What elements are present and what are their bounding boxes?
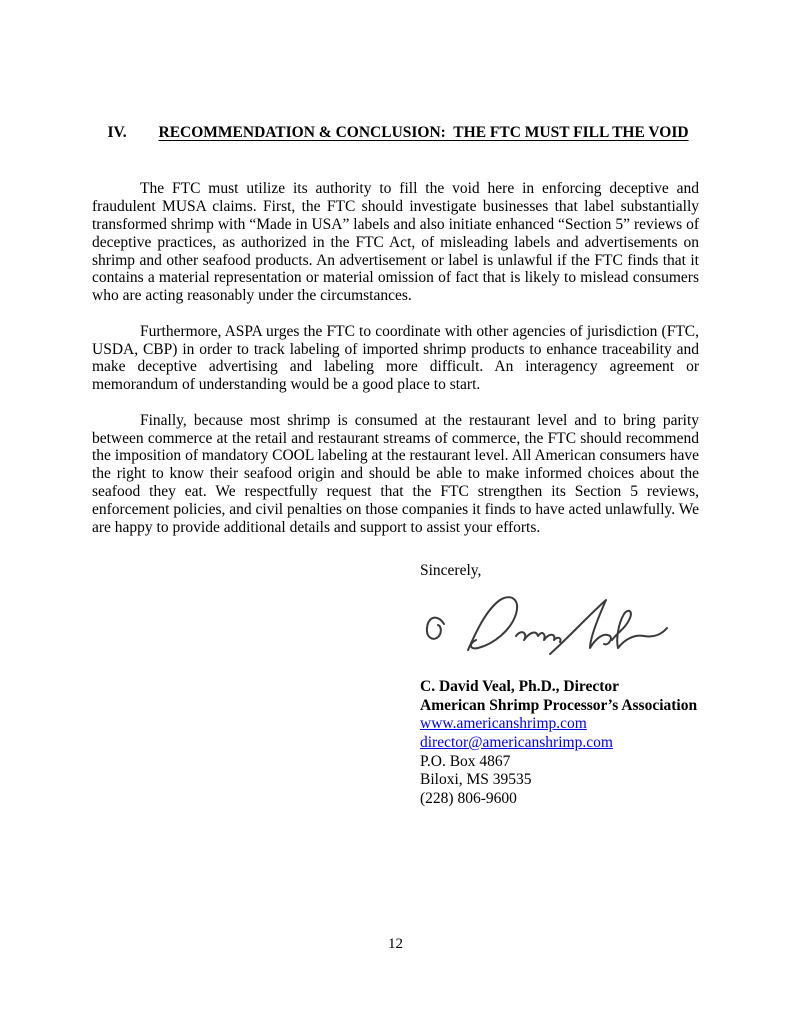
signer-organization: American Shrimp Processor’s Association bbox=[420, 696, 698, 714]
signer-name-title: C. David Veal, Ph.D., Director bbox=[420, 678, 620, 696]
section-number: IV. bbox=[107, 123, 127, 141]
paragraph-2: Furthermore, ASPA urges the FTC to coordinate with other agencies of jurisdiction (FTC, USDA, CBP) in order to track labeling of imported shrimp products to enhance traceability and make deceptive advertising and labeling more difficult. An interagency agreement or memorandum of understanding would be a good place to start. bbox=[92, 322, 699, 394]
salutation: Sincerely, bbox=[420, 562, 482, 580]
signature-contact-block bbox=[420, 678, 699, 808]
signature-image bbox=[420, 588, 670, 666]
handwritten-signature bbox=[420, 588, 699, 668]
po-box: P.O. Box 4867 bbox=[420, 752, 511, 770]
website-link[interactable]: www.americanshrimp.com bbox=[420, 715, 587, 733]
page-number: 12 bbox=[388, 936, 403, 952]
paragraph-3: Finally, because most shrimp is consumed at the restaurant level and to bring parity between commerce at the retail and restaurant streams of commerce, the FTC should recommend the imposition of mandatory COOL labeling at the restaurant level. All American consumers have the right to know their seafood origin and should be able to make informed choices about the seafood they eat. We respectfully request that the FTC strengthen its Section 5 reviews, enforcement policies, and civil penalties on those companies it finds to have acted unlawfully. We are happy to provide additional details and support to assist your efforts. bbox=[92, 411, 699, 536]
closing-block bbox=[420, 562, 699, 808]
paragraph-1: The FTC must utilize its authority to fill the void here in enforcing deceptive and fraudulent MUSA claims. First, the FTC should investigate businesses that label substantially transformed shrimp with “Made in USA” labels and also initiate enhanced “Section 5” reviews of deceptive practices, as authorized in the FTC Act, of misleading labels and advertisements on shrimp and other seafood products. An advertisement or label is unlawful if the FTC finds that it contains a material representation or material omission of fact that is likely to mislead consumers who are acting reasonably under the circumstances. bbox=[92, 180, 699, 305]
section-title: RECOMMENDATION & CONCLUSION: THE FTC MUST FILL THE VOID bbox=[158, 123, 689, 141]
section-heading bbox=[92, 106, 699, 159]
phone-number: (228) 806-9600 bbox=[420, 789, 517, 807]
city-state-zip: Biloxi, MS 39535 bbox=[420, 771, 532, 789]
email-link[interactable]: director@americanshrimp.com bbox=[420, 733, 613, 751]
